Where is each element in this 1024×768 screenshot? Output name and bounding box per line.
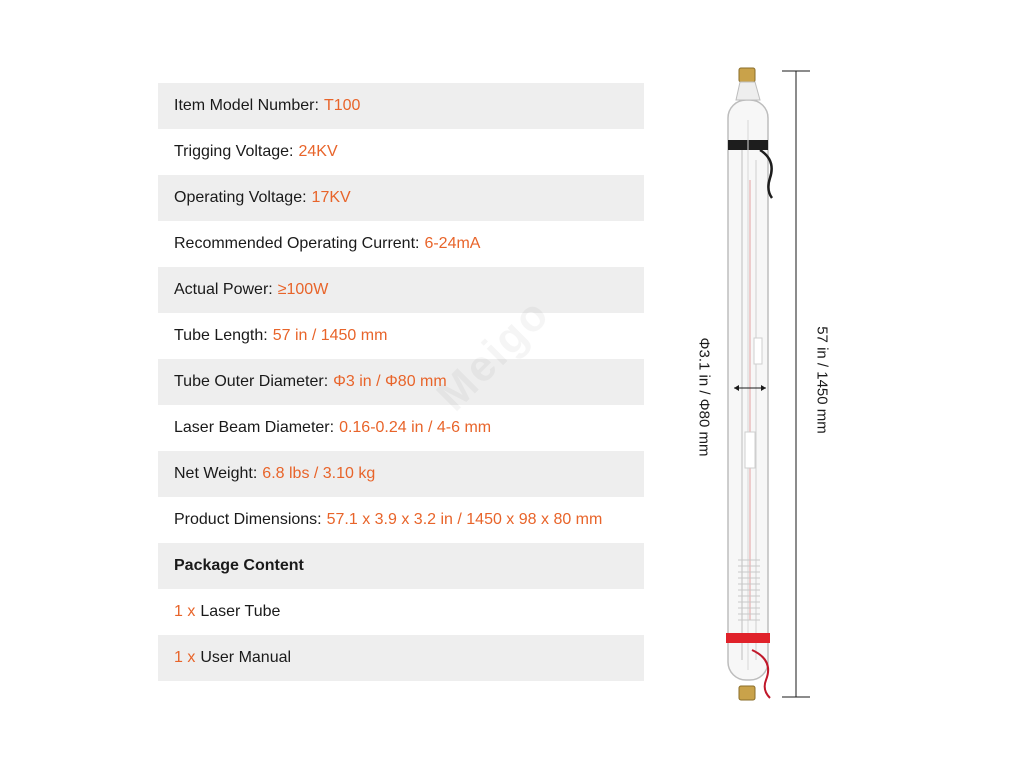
spec-value: ≥100W (277, 281, 329, 298)
spec-table (158, 83, 644, 681)
spec-label: Product Dimensions: (174, 511, 322, 528)
spec-row-net-weight (158, 451, 644, 497)
spec-row-tube-length (158, 313, 644, 359)
tube-red-strap (726, 633, 770, 643)
package-item-name: User Manual (200, 649, 292, 666)
package-item-user-manual (158, 635, 644, 681)
spec-label: Operating Voltage: (174, 189, 307, 206)
package-qty: 1 x (174, 649, 196, 666)
spec-label: Item Model Number: (174, 97, 319, 114)
spec-value: Φ3 in / Φ80 mm (333, 373, 447, 390)
tube-bottom-cap (739, 686, 755, 700)
spec-label: Trigging Voltage: (174, 143, 294, 160)
spec-value: 6.8 lbs / 3.10 kg (262, 465, 376, 482)
spec-value: T100 (323, 97, 361, 114)
spec-label: Tube Length: (174, 327, 268, 344)
spec-row-beam-diameter (158, 405, 644, 451)
tube-top-cap (739, 68, 755, 82)
spec-value: 6-24mA (424, 235, 481, 252)
spec-label: Actual Power: (174, 281, 273, 298)
spec-label: Tube Outer Diameter: (174, 373, 329, 390)
spec-row-operating-voltage (158, 175, 644, 221)
spec-value: 0.16-0.24 in / 4-6 mm (339, 419, 492, 436)
tube-diameter-label: Φ3.1 in / Φ80 mm (695, 337, 713, 457)
spec-label: Laser Beam Diameter: (174, 419, 335, 436)
package-item-name: Laser Tube (200, 603, 281, 620)
spec-row-operating-current (158, 221, 644, 267)
spec-row-actual-power (158, 267, 644, 313)
package-qty: 1 x (174, 603, 196, 620)
spec-value: 24KV (298, 143, 338, 160)
package-heading: Package Content (174, 557, 304, 574)
tube-length-label: 57 in / 1450 mm (813, 326, 831, 434)
package-heading-row (158, 543, 644, 589)
spec-value: 57 in / 1450 mm (272, 327, 388, 344)
spec-label: Net Weight: (174, 465, 258, 482)
spec-row-trigging-voltage (158, 129, 644, 175)
spec-row-model (158, 83, 644, 129)
package-item-laser-tube (158, 589, 644, 635)
spec-row-outer-diameter (158, 359, 644, 405)
spec-value: 57.1 x 3.9 x 3.2 in / 1450 x 98 x 80 mm (326, 511, 603, 528)
spec-label: Recommended Operating Current: (174, 235, 420, 252)
spec-row-product-dimensions (158, 497, 644, 543)
spec-value: 17KV (311, 189, 351, 206)
